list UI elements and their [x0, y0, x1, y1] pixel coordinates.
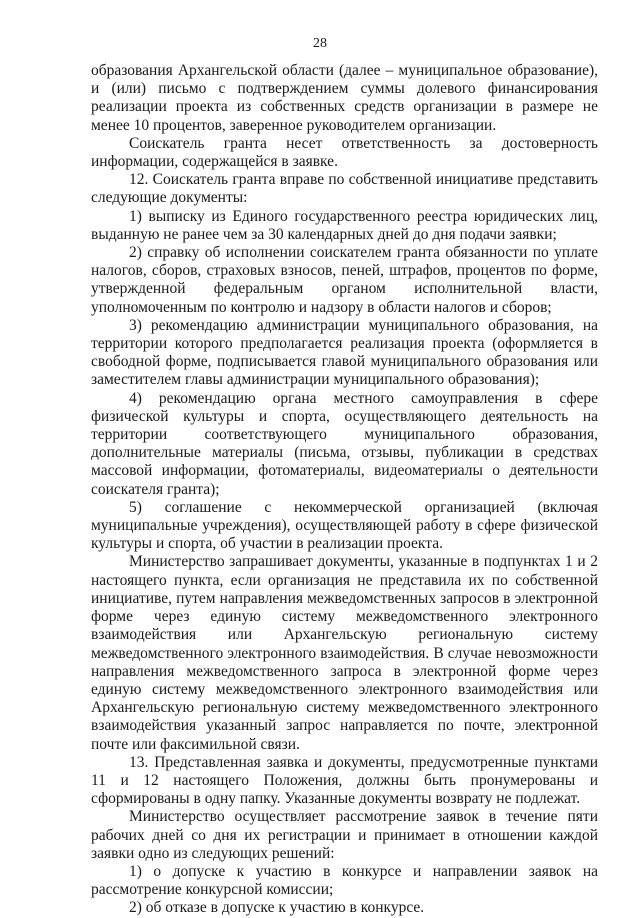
paragraph: образования Архангельской области (далее – муниципальное образование), и (или) письмо с подтверждением суммы долевого финансирования реализации проекта из собственных средств организации в размере не менее 10 процентов, заверенное руководителем организации. [91, 62, 598, 134]
paragraph: Министерство запрашивает документы, указанные в подпунктах 1 и 2 настоящего пункта, если организация не представила их по собственной инициативе, путем направления межведомственных запросов в электронной форме через единую систему межведомственного электронного взаимодействия или Архангельскую региональную систему межведомственного электронного взаимодействия. В случае невозможности направления межведомственного запроса в электронной форме через единую систему межведомственного электронного взаимодействия или Архангельскую региональную систему межведомственного электронного взаимодействия указанный запрос направляется по почте, электронной почте или факсимильной связи. [91, 553, 598, 753]
list-item: 3) рекомендацию администрации муниципального образования, на территории которого предполагается реализация проекта (оформляется в свободной форме, подписывается главой муниципального образования или заместителем главы администрации муниципального образования); [91, 316, 598, 389]
paragraph: 13. Представленная заявка и документы, предусмотренные пунктами 11 и 12 настоящего Положения, должны быть пронумерованы и сформированы в одну папку. Указанные документы возврату не подлежат. [91, 753, 598, 808]
page-number: 28 [313, 36, 327, 51]
list-item: 1) о допуске к участию в конкурсе и направлении заявок на рассмотрение конкурсной комиссии; [91, 862, 598, 899]
list-item: 4) рекомендацию органа местного самоуправления в сфере физической культуры и спорта, осуществляющего деятельность на территории соответствующего муниципального образования, дополнительные материалы (письма, отзывы, публикации в средствах массовой информации, фотоматериалы, видеоматериалы о деятельности соискателя гранта); [91, 389, 598, 498]
document-body [91, 62, 598, 918]
paragraph: 12. Соискатель гранта вправе по собственной инициативе представить следующие документы: [91, 171, 598, 207]
paragraph: Соискатель гранта несет ответственность за достоверность информации, содержащейся в заявке. [91, 134, 598, 171]
list-item: 1) выписку из Единого государственного реестра юридических лиц, выданную не ранее чем за 30 календарных дней до дня подачи заявки; [91, 207, 598, 243]
paragraph: Министерство осуществляет рассмотрение заявок в течение пяти рабочих дней со дня их регистрации и принимает в отношении каждой заявки одно из следующих решений: [91, 808, 598, 862]
list-item: 5) соглашение с некоммерческой организацией (включая муниципальные учреждения), осуществляющей работу в сфере физической культуры и спорта, об участии в реализации проекта. [91, 498, 598, 553]
list-item: 2) справку об исполнении соискателем гранта обязанности по уплате налогов, сборов, страховых взносов, пеней, штрафов, процентов по форме, утвержденной федеральным органом исполнительной власти, уполномоченным по контролю и надзору в области налогов и сборов; [91, 244, 598, 316]
list-item: 2) об отказе в допуске к участию в конкурсе. [129, 899, 425, 917]
